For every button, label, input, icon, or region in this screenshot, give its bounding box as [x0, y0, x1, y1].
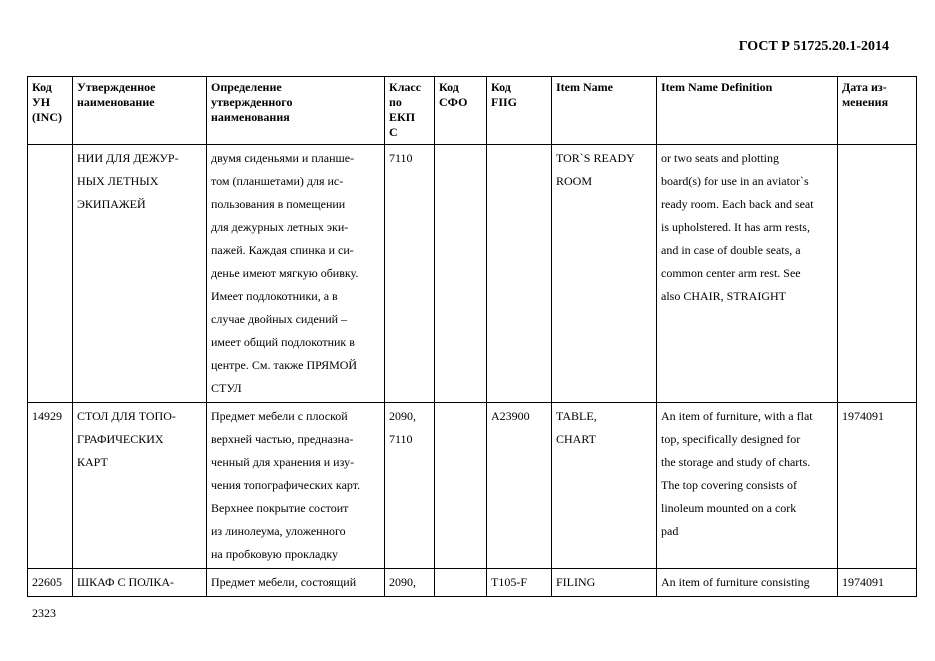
- cell-change-date: [838, 145, 917, 403]
- col-header-class: Класс по ЕКП С: [385, 77, 435, 145]
- cell-approved-name: ШКАФ С ПОЛКА-: [73, 569, 207, 597]
- col-header-inc: Код УН (INC): [28, 77, 73, 145]
- nomenclature-table: [27, 76, 917, 597]
- cell-sfo: [435, 145, 487, 403]
- table-row: [28, 145, 917, 403]
- cell-inc: 14929: [28, 403, 73, 569]
- col-header-item-name: Item Name: [552, 77, 657, 145]
- col-header-item-definition: Item Name Definition: [657, 77, 838, 145]
- table-header-row: [28, 77, 917, 145]
- cell-class: 2090, 7110: [385, 403, 435, 569]
- cell-approved-name: СТОЛ ДЛЯ ТОПО- ГРАФИЧЕСКИХ КАРТ: [73, 403, 207, 569]
- cell-item-definition: An item of furniture, with a flat top, specifically designed for the storage and study of charts. The top covering consists of linoleum mounted on a cork pad: [657, 403, 838, 569]
- cell-class: 7110: [385, 145, 435, 403]
- cell-definition: Предмет мебели, состоящий: [207, 569, 385, 597]
- cell-approved-name: НИИ ДЛЯ ДЕЖУР- НЫХ ЛЕТНЫХ ЭКИПАЖЕЙ: [73, 145, 207, 403]
- cell-sfo: [435, 403, 487, 569]
- cell-change-date: 1974091: [838, 569, 917, 597]
- cell-item-definition: or two seats and plotting board(s) for use in an aviator`s ready room. Each back and seat is upholstered. It has arm rests, and in case of double seats, a common center arm rest. See also CHAIR, STRAIGHT: [657, 145, 838, 403]
- cell-fiig: [487, 145, 552, 403]
- col-header-sfo: Код СФО: [435, 77, 487, 145]
- cell-item-name: FILING: [552, 569, 657, 597]
- cell-sfo: [435, 569, 487, 597]
- col-header-approved-name: Утвержденное наименование: [73, 77, 207, 145]
- cell-inc: [28, 145, 73, 403]
- cell-item-name: TABLE, CHART: [552, 403, 657, 569]
- table-row: [28, 403, 917, 569]
- cell-definition: двумя сиденьями и планше- том (планшетами) для ис- пользования в помещении для дежурных летных эки- пажей. Каждая спинка и си- денье имеют мягкую обивку. Имеет подлокотники, а в случае двойных сидений – имеет общий подлокотник в центре. См. также ПРЯМОЙ СТУЛ: [207, 145, 385, 403]
- cell-fiig: A23900: [487, 403, 552, 569]
- cell-class: 2090,: [385, 569, 435, 597]
- cell-definition: Предмет мебели с плоской верхней частью, предназна- ченный для хранения и изу- чения топографических карт. Верхнее покрытие состоит из линолеума, уложенного на пробковую прокладку: [207, 403, 385, 569]
- document-code: ГОСТ Р 51725.20.1-2014: [738, 39, 889, 54]
- col-header-change-date: Дата из- менения: [838, 77, 917, 145]
- cell-item-name: TOR`S READY ROOM: [552, 145, 657, 403]
- col-header-fiig: Код FIIG: [487, 77, 552, 145]
- page-number: 2323: [32, 606, 56, 620]
- cell-change-date: 1974091: [838, 403, 917, 569]
- cell-item-definition: An item of furniture consisting: [657, 569, 838, 597]
- cell-fiig: T105-F: [487, 569, 552, 597]
- cell-inc: 22605: [28, 569, 73, 597]
- col-header-definition: Определение утвержденного наименования: [207, 77, 385, 145]
- table-row: [28, 569, 917, 597]
